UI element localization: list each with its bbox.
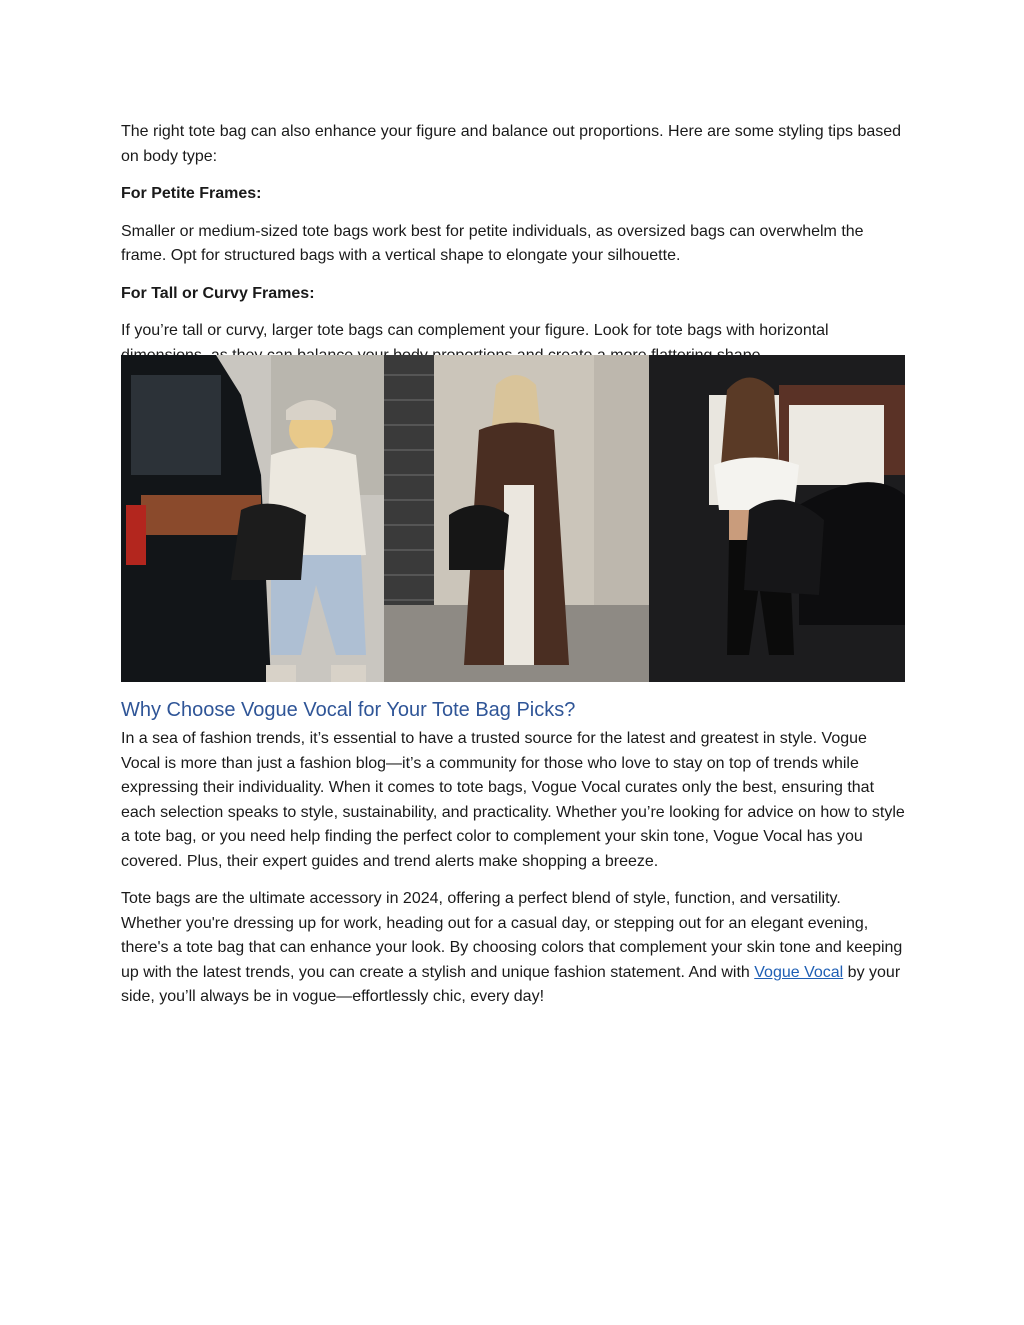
section-heading: Why Choose Vogue Vocal for Your Tote Bag Picks?	[121, 699, 576, 721]
photo-tall-look	[384, 355, 649, 682]
tall-paragraph: If you’re tall or curvy, larger tote bags can complement your figure. Look for tote bags with horizontal	[121, 322, 829, 339]
intro-paragraph: The right tote bag can also enhance your figure and balance out proportions. Here are some styling tips based on body type:	[121, 123, 902, 165]
section-paragraph-2	[121, 887, 905, 1010]
petite-heading: For Petite Frames:	[121, 185, 262, 202]
vogue-vocal-link[interactable]: Vogue Vocal	[754, 963, 844, 981]
petite-paragraph: Smaller or medium-sized tote bags work best for petite individuals, as oversized bags can overwhelm the frame. Opt for structured bags with a vertical shape to elongate your silhouette.	[121, 222, 864, 264]
photo-collage	[121, 355, 905, 682]
photo-petite-look	[121, 355, 384, 682]
tall-heading: For Tall or Curvy Frames:	[121, 284, 315, 302]
section-paragraph-1: In a sea of fashion trends, it’s essential to have a trusted source for the latest and greatest in style. Vogue Vocal is more than just a fashion blog—it’s a community for those who love to stay on top of trends while expressing their individuality. When it comes to tote bags, Vogue Vocal curates only the best, ensuring that each selection speaks to style, sustainability, and practicality. Whether you’re looking for advice on how to style a tote bag, or you need help finding the perfect color to complement your skin tone, Vogue Vocal has you covered. Plus, their expert guides and trend alerts make shopping a breeze.	[121, 730, 905, 870]
photo-curvy-look	[649, 355, 905, 682]
paragraph-2-text-end: by your side, you’ll always be in vogue—effortlessly chic, every day!	[121, 963, 901, 1005]
content-column	[121, 120, 905, 1010]
paragraph-2-text-start: Tote bags are the ultimate accessory in 2024, offering a perfect blend of style, function, and versatility. Whether you're dressing up for work, heading out for a casual day, or stepping out for an elegant evening, there's a tote bag that can enhance your look. By choosing colors that complement your skin tone and keeping up with the latest trends, you can create a stylish and unique fashion statement. And with	[121, 890, 903, 981]
